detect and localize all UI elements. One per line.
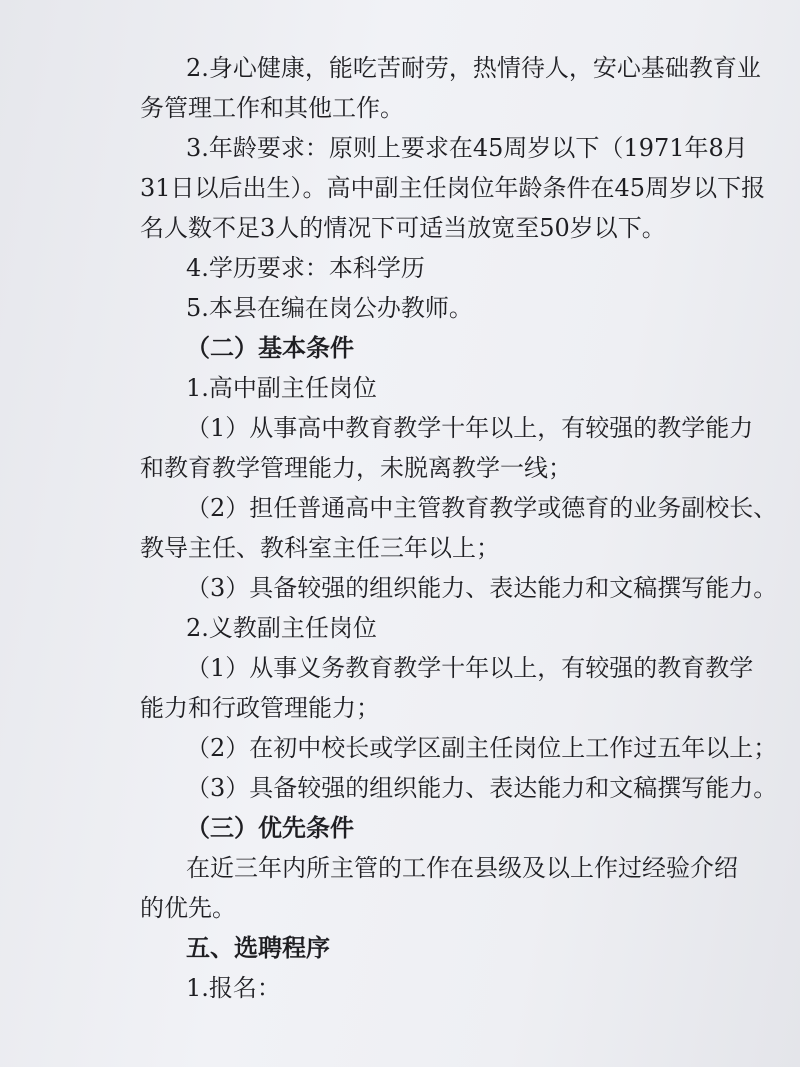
section-heading: （三）优先条件 xyxy=(186,813,354,842)
text-line: 4.学历要求：本科学历 xyxy=(186,254,425,282)
text-line: 3.年龄要求：原则上要求在45周岁以下（1971年8月 xyxy=(186,134,748,162)
text-line: （2）担任普通高中主管教育教学或德育的业务副校长、 xyxy=(186,494,778,522)
text-line: （3）具备较强的组织能力、表达能力和文稿撰写能力。 xyxy=(186,574,778,602)
section-heading: 五、选聘程序 xyxy=(186,933,330,962)
text-line: 的优先。 xyxy=(140,894,236,922)
text-line: 5.本县在编在岗公办教师。 xyxy=(186,294,473,322)
text-line: 务管理工作和其他工作。 xyxy=(140,94,404,122)
text-line: 在近三年内所主管的工作在县级及以上作过经验介绍 xyxy=(186,854,738,882)
text-line: （3）具备较强的组织能力、表达能力和文稿撰写能力。 xyxy=(186,774,778,802)
text-line: （1）从事义务教育教学十年以上，有较强的教育教学 xyxy=(186,654,754,682)
text-line: 31日以后出生）。高中副主任岗位年龄条件在45周岁以下报 xyxy=(140,174,766,202)
text-line: 能力和行政管理能力； xyxy=(140,694,380,722)
text-line: 教导主任、教科室主任三年以上； xyxy=(140,534,500,562)
text-line: 2.义教副主任岗位 xyxy=(186,614,377,642)
text-line: 名人数不足3人的情况下可适当放宽至50岁以下。 xyxy=(140,214,666,242)
text-line: 1.报名： xyxy=(186,974,281,1002)
section-heading: （二）基本条件 xyxy=(186,333,354,362)
text-line: 2.身心健康，能吃苦耐劳，热情待人，安心基础教育业 xyxy=(186,54,761,82)
text-line: 1.高中副主任岗位 xyxy=(186,374,377,402)
text-line: （2）在初中校长或学区副主任岗位上工作过五年以上； xyxy=(186,734,778,762)
text-line: 和教育教学管理能力，未脱离教学一线； xyxy=(140,454,572,482)
text-line: （1）从事高中教育教学十年以上，有较强的教学能力 xyxy=(186,414,754,442)
